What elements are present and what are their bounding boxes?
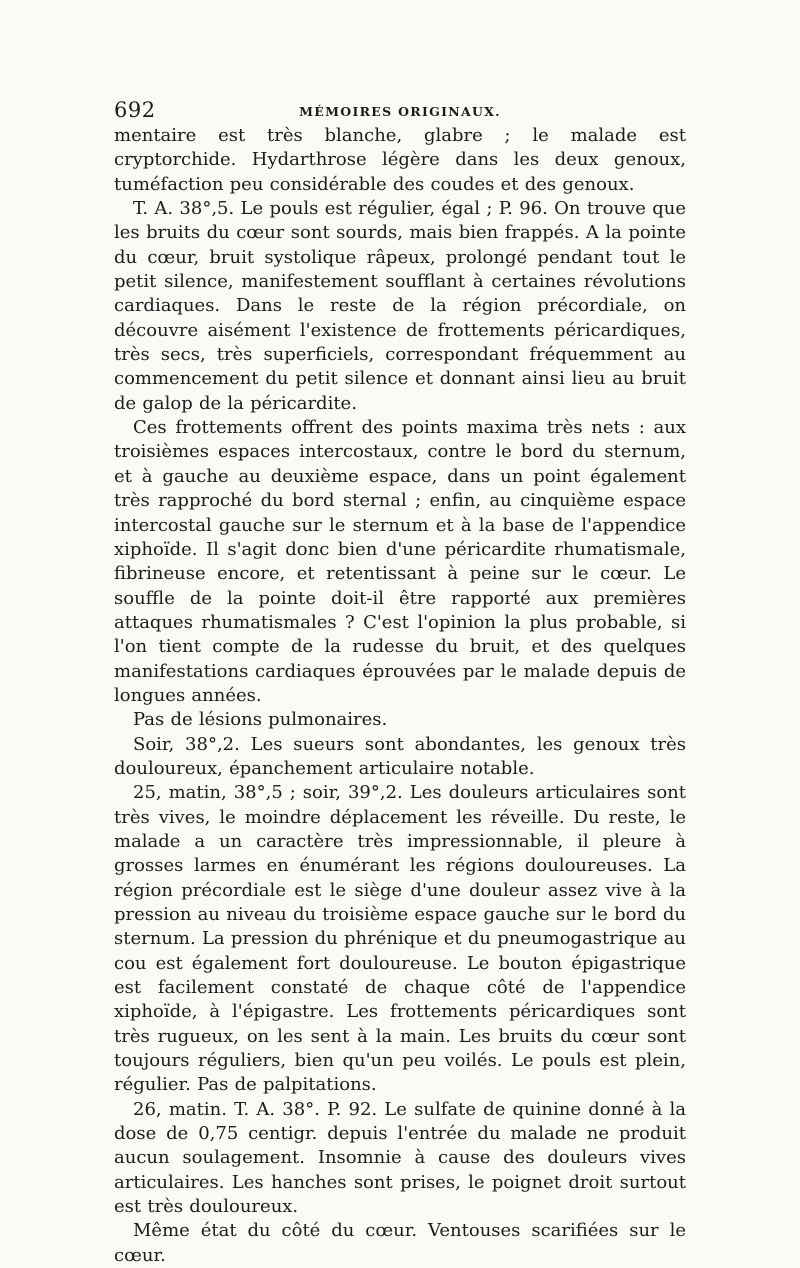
running-title: MÉMOIRES ORIGINAUX.: [299, 104, 501, 119]
page-header: [114, 98, 686, 124]
paragraph-continuation: mentaire est très blanche, glabre ; le malade est cryptorchide. Hydarthrose légère dans les deux genoux, tuméfaction peu considérable des coudes et des genoux.: [114, 125, 686, 195]
paragraph: Pas de lésions pulmonaires.: [133, 709, 388, 731]
paragraph: Même état du côté du cœur. Ventouses scarifiées sur le cœur.: [114, 1220, 686, 1266]
page-number: 692: [114, 98, 156, 122]
paragraph: 26, matin. T. A. 38°. P. 92. Le sulfate de quinine donné à la dose de 0,75 centigr. depuis l'entrée du malade ne produit aucun soulagement. Insomnie à cause des douleurs vives articulaires. Les hanches sont prises, le poignet droit surtout est très douloureux.: [114, 1098, 686, 1218]
body-text: [114, 124, 686, 1268]
paragraph: Ces frottements offrent des points maxima très nets : aux troisièmes espaces intercostaux, contre le bord du sternum, et à gauche au deuxième espace, dans un point également très rapproché du bord sternal ; enfin, au cinquième espace intercostal gauche sur le sternum et à la base de l'appendice xiphoïde. Il s'agit donc bien d'une péricardite rhumatismale, fibrineuse encore, et retentissant à peine sur le cœur. Le souffle de la pointe doit-il être rapporté aux premières attaques rhumatismales ? C'est l'opinion la plus probable, si l'on tient compte de la rudesse du bruit, et des quelques manifestations cardiaques éprouvées par le malade depuis de longues années.: [114, 417, 686, 706]
paragraph: Soir, 38°,2. Les sueurs sont abondantes, les genoux très douloureux, épanchement articulaire notable.: [114, 733, 686, 779]
paragraph: T. A. 38°,5. Le pouls est régulier, égal ; P. 96. On trouve que les bruits du cœur sont sourds, mais bien frappés. A la pointe du cœur, bruit systolique râpeux, prolongé pendant tout le petit silence, manifestement soufflant à certaines révolutions cardiaques. Dans le reste de la région précordiale, on découvre aisément l'existence de frottements péricardiques, très secs, très superficiels, correspondant fréquemment au commencement du petit silence et donnant ainsi lieu au bruit de galop de la péricardite.: [114, 198, 686, 414]
paragraph: 25, matin, 38°,5 ; soir, 39°,2. Les douleurs articulaires sont très vives, le moindre déplacement les réveille. Du reste, le malade a un caractère très impressionnable, il pleure à grosses larmes en énumérant les régions douloureuses. La région précordiale est le siège d'une douleur assez vive à la pression au niveau du troisième espace gauche sur le bord du sternum. La pression du phrénique et du pneumogastrique au cou est également fort douloureuse. Le bouton épigastrique est facilement constaté de chaque côté de l'appendice xiphoïde, à l'épigastre. Les frottements péricardiques sont très rugueux, on les sent à la main. Les bruits du cœur sont toujours réguliers, bien qu'un peu voilés. Le pouls est plein, régulier. Pas de palpitations.: [114, 782, 686, 1096]
